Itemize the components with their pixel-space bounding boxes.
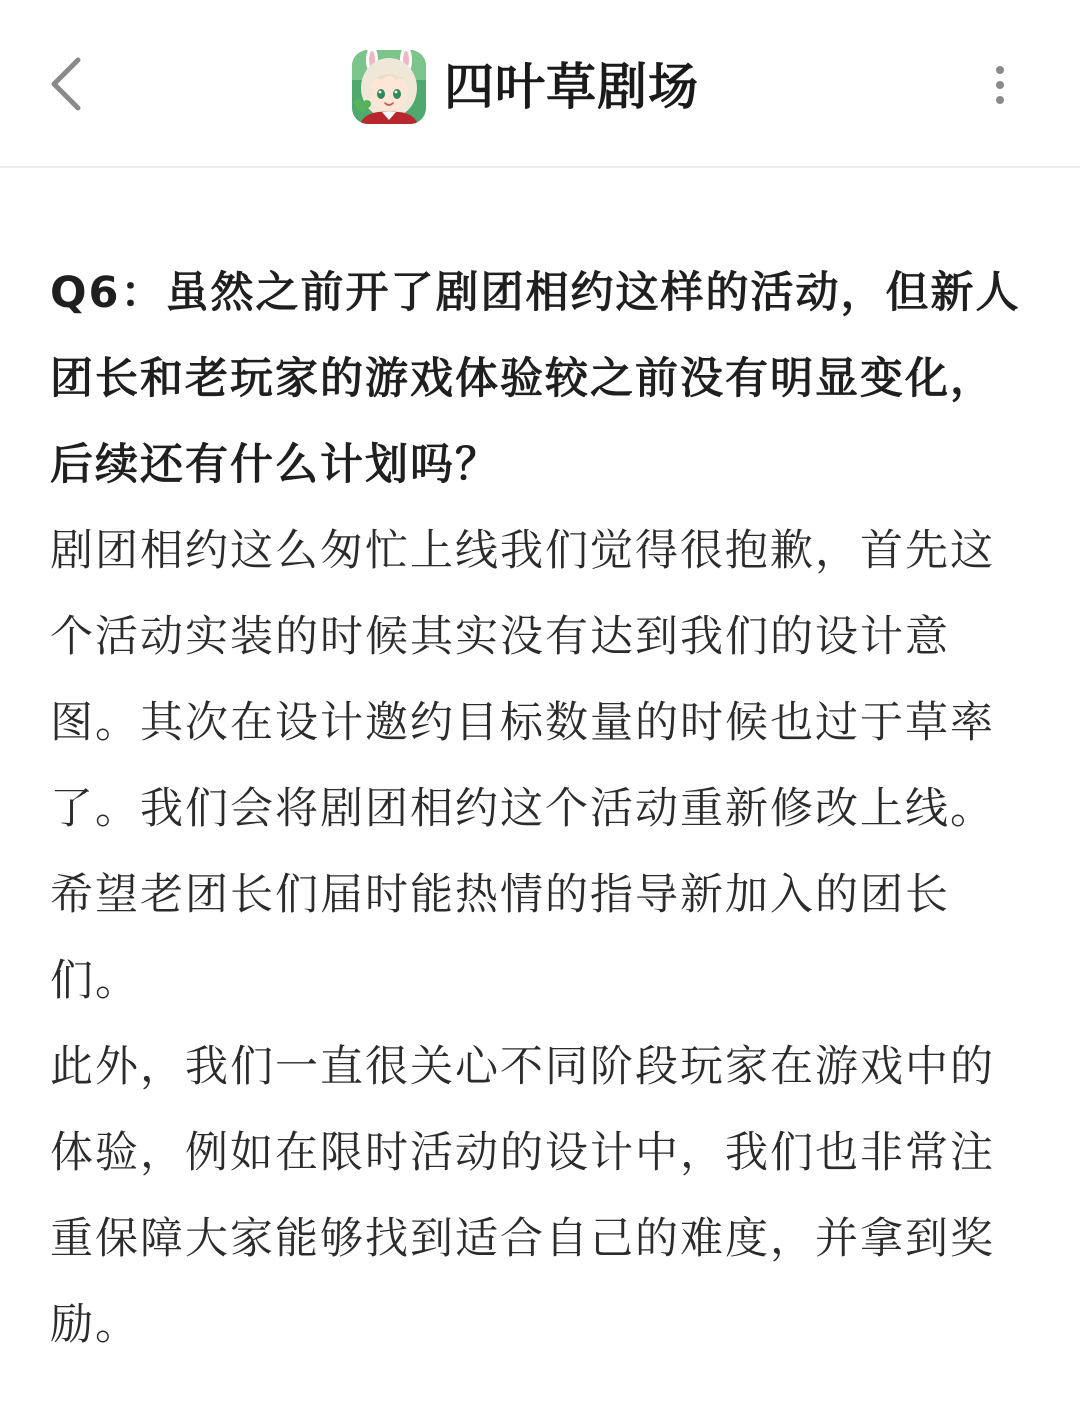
more-options-button[interactable] (974, 56, 1026, 118)
chevron-left-icon (46, 54, 86, 118)
article-body (50, 250, 1022, 1368)
avatar (352, 50, 426, 124)
page-header-title-group (352, 50, 699, 124)
top-app-bar (0, 0, 1080, 168)
back-button[interactable] (28, 46, 104, 126)
question-heading: Q6：虽然之前开了剧团相约这样的活动，但新人团长和老玩家的游戏体验较之前没有明显变化，后续还有什么计划吗？ (50, 268, 1021, 490)
more-vertical-icon (993, 65, 1007, 109)
answer-paragraph-1: 剧团相约这么匆忙上线我们觉得很抱歉，首先这个活动实装的时候其实没有达到我们的设计意图。其次在设计邀约目标数量的时候也过于草率了。我们会将剧团相约这个活动重新修改上线。希望老团长们届时能热情的指导新加入的团长们。 (50, 526, 995, 1006)
page-title: 四叶草剧场 (444, 58, 699, 116)
answer-paragraph-2: 此外，我们一直很关心不同阶段玩家在游戏中的体验，例如在限时活动的设计中，我们也非常注重保障大家能够找到适合自己的难度，并拿到奖励。 (50, 1042, 995, 1350)
